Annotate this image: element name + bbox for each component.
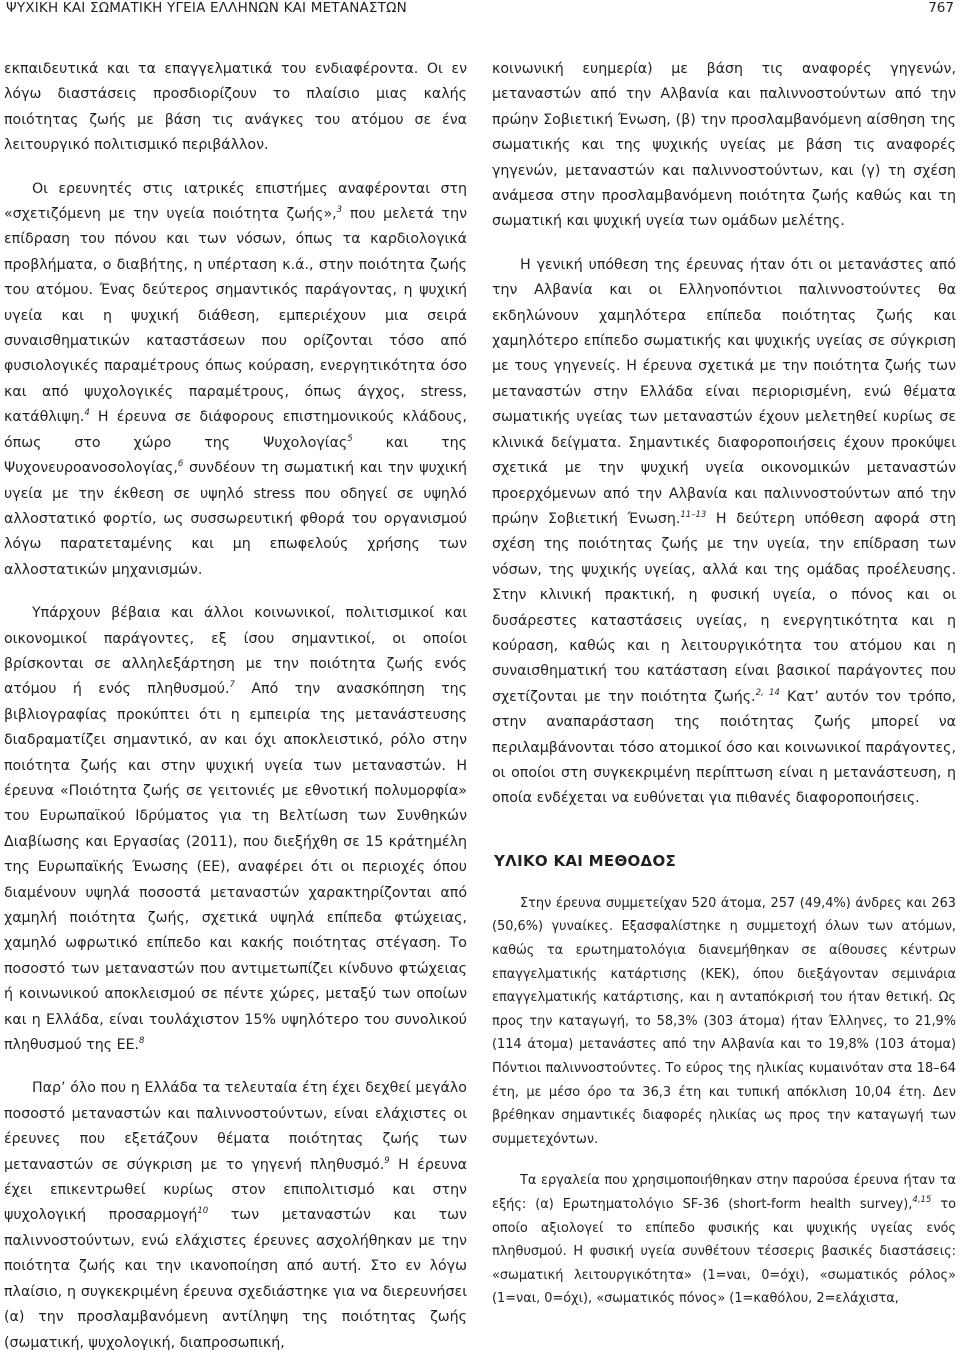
reference: 8 [139,1036,145,1047]
right-column [492,57,956,1311]
section-heading: ΥΛΙΚΟ ΚΑΙ ΜΕΘΟΔΟΣ [494,851,677,870]
running-header [0,0,960,22]
reference: 7 [229,680,235,691]
paragraph: Παρ’ όλο που η Ελλάδα τα τελευταία έτη έχει δεχθεί μεγάλο ποσοστό μεταναστών και παλιννοστούντων, είναι ελάχιστες οι έρευνες που εξετάζουν θέματα ποιότητας ζωής των μεταναστών σε σύγκριση με το γηγενή πληθυσμό.$^9$ Η έρευνα έχει επικεντρωθεί κυρίως στον επιπολιτισμό και στην ψυχολογική προσαρμογή$^{10}$ των μεταναστών και των παλιννοστούντων, ενώ ελάχιστες έρευνες ασχολήθηκαν με την ποιότητα ζωής και την ικανοποίηση από αυτή. Στο εν λόγω πλαίσιο, η συγκεκριμένη έρευνα σχεδιάστηκε για να διερευνήσει (α) την προσλαμβανόμενη αντίληψη της ποιότητας ζωής (σωματική, ψυχολογική, διαπροσωπική, [4,1080,467,1351]
paragraph: Τα εργαλεία που χρησιμοποιήθηκαν στην παρούσα έρευνα ήταν τα εξής: (α) Ερωτηματολόγιο SF-36 (short-form health survey),$^{4,15}$ το οποίο αξιολογεί το επίπεδο φυσικής και ψυχικής υγείας ενός πληθυσμού. Η φυσική υγεία συνθέτουν τέσσερις βασικές διαστάσεις: «σωματική λειτουργικότητα» (1=ναι, 0=όχι), «σωματικός ρόλος» (1=ναι, 0=όχι), «σωματικός πόνος» (1=καθόλου, 2=ελάχιστα, [492,1173,956,1307]
reference: 4,15 [912,1194,932,1205]
page-number: 767 [928,0,954,16]
paragraph: Η γενική υπόθεση της έρευνας ήταν ότι οι μετανάστες από την Αλβανία και οι Ελληνοπόντιοι παλιννοστούντες θα εκδηλώνουν χαμηλότερα επίπεδα ποιότητας ζωής και χαμηλότερο επίπεδο σωματικής και ψυχικής υγείας σε σύγκριση με τους γηγενείς. Η έρευνα σχετικά με την ποιότητα ζωής των μεταναστών στην Ελλάδα είναι περιορισμένη, ενώ θέματα σωματικής υγείας των μεταναστών έχουν μελετηθεί κυρίως σε κλινικά δείγματα. Σημαντικές διαφοροποιήσεις έχουν προκύψει σχετικά με την ψυχική υγεία οικονομικών μεταναστών προερχόμενων από την Αλβανία και παλιννοστούντων από την πρώην Σοβιετική Ένωση.$^{11-13}$ Η δεύτερη υπόθεση αφορά στη σχέση της ποιότητας ζωής με την υγεία, την επίδραση των νόσων, της ψυχικής υγείας, αλλά και της ομάδας προέλευσης. Στην κλινική πρακτική, η φυσική υγεία, ο πόνος και οι δυσάρεστες καταστάσεις υγείας, η ενεργητικότητα και η κούραση, καθώς και η λειτουργικότητα του ατόμου και η συναισθηματική του κατάσταση είναι βασικοί παράγοντες που σχετίζονται με την ποιότητα ζωής.$^{2, 14}$ Κατ’ αυτόν τον τρόπο, στην αναπαράσταση της ποιότητας ζωής μπορεί να περιλαμβάνονται τόσο ατομικοί όσο και κοινωνικοί παράγοντες, οι οποίοι στη συγκεκριμένη περίπτωση είναι η μετανάστευση, η οποία ενδέχεται να ευθύνεται για πιθανές διαφοροποιήσεις. [492,256,956,807]
paragraph: Οι ερευνητές στις ιατρικές επιστήμες αναφέρονται στη «σχετιζόμενη με την υγεία ποιότητα ζωής»,$^3$ που μελετά την επίδραση του πόνου και των νόσων, όπως τα καρδιολογικά προβλήματα, ο διαβήτης, η υπέρταση κ.ά., στην ποιότητα ζωής του ατόμου. Ένας δεύτερος σημαντικός παράγοντας, η ψυχική υγεία και η ψυχική διάθεση, εμπεριέχουν μια σειρά συναισθηματικών καταστάσεων που ορίζονται τόσο από φυσιολογικές παραμέτρους όπως κούραση, ενεργητικότητα όσο και από ψυχολογικές παραμέτρους, όπως άγχος, stress, κατάθλιψη.$^4$ Η έρευνα σε διάφορους επιστημονικούς κλάδους, όπως στο χώρο της Ψυχολογίας$^5$ και της Ψυχονευροανοσολογίας,$^6$ συνδέουν τη σωματική και την ψυχική υγεία με την έκθεση σε υψηλό stress που οδηγεί σε υψηλό αλλοστατικό φορτίο, ως συσσωρευτική φθορά του οργανισμού λόγω παρατεταμένης και μη επωφελούς χρήσης των αλλοστατικών μηχανισμών. [4,180,467,578]
reference: 2, 14 [755,687,780,698]
paragraph: Στην έρευνα συμμετείχαν 520 άτομα, 257 (49,4%) άνδρες και 263 (50,6%) γυναίκες. Εξασφαλίστηκε η συμμετοχή όλων των ατόμων, καθώς τα ερωτηματολόγια διανεμήθηκαν σε αίθουσες κέντρων επαγγελματικής κατάρτισης (ΚΕΚ), όπου διεξάγονταν σεμινάρια επαγγελματικής κατάρτισης, και η ανταπόκρισή του ήταν θετική. Ως προς την καταγωγή, το 58,3% (303 άτομα) ήταν Έλληνες, το 21,9% (114 άτομα) μετανάστες από την Αλβανία και το 19,8% (103 άτομα) Πόντιοι παλιννοστούντες. Το εύρος της ηλικίας κυμαινόταν στα 18–64 έτη, με μέσο όρο τα 36,3 έτη και τυπική απόκλιση 10,04 έτη. Δεν βρέθηκαν σημαντικές διαφορές ηλικίας ως προς την καταγωγή των συμμετεχόντων. [492,895,956,1147]
paragraph: Υπάρχουν βέβαια και άλλοι κοινωνικοί, πολιτισμικοί και οικονομικοί παράγοντες, εξ ίσου σημαντικοί, οι οποίοι βρίσκονται σε αλληλεξάρτηση με την ποιότητα ζωής ενός ατόμου ή ενός πληθυσμού.$^7$ Από την ανασκόπηση της βιβλιογραφίας προκύπτει ότι η εμπειρία της μετανάστευσης διαδραματίζει σημαντικό, αν και όχι αποκλειστικό, ρόλο στην ποιότητα ζωής και στην ψυχική υγεία των μεταναστών. Η έρευνα «Ποιότητα ζωής σε γειτονιές με εθνοτική πολυμορφία» του Ευρωπαϊκού Ιδρύματος για τη Βελτίωση των Συνθηκών Διαβίωσης και Εργασίας (2011), που διεξήχθη σε 15 κράτημέλη της Ευρωπαϊκής Ένωσης (ΕΕ), αναφέρει ότι οι περιοχές όπου διαμένουν υψηλά ποσοστά μεταναστών χαρακτηρίζονται από χαμηλή ποιότητα ζωής, σχετικά υψηλά επίπεδα φτώχειας, χαμηλό ωφρωτικό επίπεδο και κακής ποιότητας στέγαση. Το ποσοστό των μεταναστών που αντιμετωπίζει κίνδυνο φτώχειας ή κοινωνικού αποκλεισμού σε πέντε χώρες, μεταξύ των οποίων και η Ελλάδα, είναι τουλάχιστον 15% υψηλότερο του συνολικού πληθυσμού της ΕΕ.$^8$ [4,605,467,1054]
reference: 11–13 [680,509,707,520]
running-title: ΨΥΧΙΚΗ ΚΑΙ ΣΩΜΑΤΙΚΗ ΥΓΕΙΑ ΕΛΛΗΝΩΝ ΚΑΙ ΜΕΤΑΝΑΣΤΩΝ [6,0,407,16]
report-title: «Ποιότητα ζωής σε γειτονιές με εθνοτική πολυμορφία» [59,782,467,799]
reference: 4 [84,408,90,419]
left-column [4,57,467,1356]
paragraph: εκπαιδευτικά και τα επαγγελματικά του ενδιαφέροντα. Οι εν λόγω διαστάσεις προσδιορίζουν το πλαίσιο μιας καλής ποιότητας ζωής με βάση τις ανάγκες του ατόμου σε ένα λειτουργικό πολιτισμικό περιβάλλον. [4,61,467,154]
reference: 9 [384,1155,390,1166]
reference: 10 [197,1206,209,1217]
paragraph: κοινωνική ευημερία) με βάση τις αναφορές γηγενών, μεταναστών από την Αλβανία και παλιννοστούντων από την πρώην Σοβιετική Ένωση, (β) την προσλαμβανόμενη αίσθηση της σωματικής και της ψυχικής υγείας με βάση τις αναφορές γηγενών, μεταναστών και παλιννοστούντων, και (γ) τη σχέση ανάμεσα στην προσλαμβανόμενη ποιότητα ζωής καθώς και τη σωματική και ψυχική υγεία των ομάδων μελέτης. [492,61,956,230]
reference: 3 [336,205,343,216]
reference: 5 [347,433,353,444]
reference: 6 [177,459,184,470]
